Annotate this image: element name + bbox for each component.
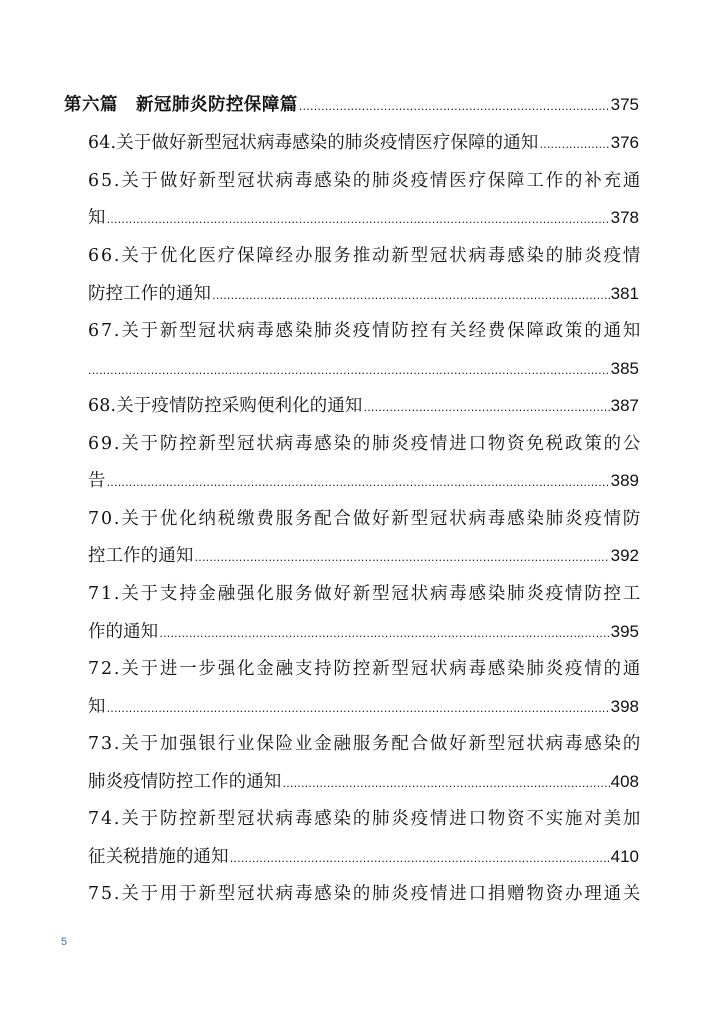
page-number: 375: [610, 95, 639, 114]
entry-title: 64.关于做好新型冠状病毒感染的肺炎疫情医疗保障的通知: [88, 133, 539, 153]
toc-entry-67[interactable]: [88, 314, 643, 348]
entry-title-continued: 作的通知: [88, 622, 159, 642]
footer-page-number: 5: [61, 936, 68, 948]
dot-leader: [364, 391, 610, 425]
page-number: 376: [610, 133, 639, 152]
dot-leader: [195, 541, 610, 575]
entry-title: 65.关于做好新型冠状病毒感染的肺炎疫情医疗保障工作的补充通: [88, 171, 643, 191]
dot-leader: [88, 354, 610, 388]
dot-leader: [107, 692, 610, 726]
page-number: 381: [610, 284, 639, 303]
page-number: 378: [610, 208, 639, 227]
section-title: 新冠肺炎防控保障篇: [135, 95, 298, 115]
toc-entry-68[interactable]: [88, 389, 639, 423]
toc-entry-74[interactable]: [88, 802, 643, 836]
dot-leader: [212, 279, 609, 313]
toc-entry-64[interactable]: [88, 126, 639, 160]
entry-title-continued: 防控工作的通知: [88, 284, 212, 304]
toc-entry-73[interactable]: [88, 727, 643, 761]
toc-entry-75[interactable]: [88, 877, 643, 911]
toc-entry-66-continued[interactable]: [88, 277, 639, 311]
toc-entry-66[interactable]: [88, 239, 643, 273]
page-number: 410: [610, 847, 639, 866]
toc-entry-69-continued[interactable]: [88, 464, 639, 498]
toc-entry-71-continued[interactable]: [88, 615, 639, 649]
entry-title-continued: 肺炎疫情防控工作的通知: [88, 772, 282, 792]
dot-leader: [159, 617, 609, 651]
entry-title: 67.关于新型冠状病毒感染肺炎疫情防控有关经费保障政策的通知: [88, 321, 643, 341]
dot-leader: [107, 466, 610, 500]
toc-entry-67-continued[interactable]: [88, 352, 639, 386]
dot-leader: [230, 842, 610, 876]
toc-entry-72[interactable]: [88, 652, 643, 686]
entry-title-continued: 告: [88, 471, 106, 491]
entry-title: 72.关于进一步强化金融支持防控新型冠状病毒感染肺炎疫情的通: [88, 659, 643, 679]
entry-title: 73.关于加强银行业保险业金融服务配合做好新型冠状病毒感染的: [88, 734, 643, 754]
section-label: 第六篇: [64, 95, 118, 115]
toc-entry-72-continued[interactable]: [88, 690, 639, 724]
entry-title: 70.关于优化纳税缴费服务配合做好新型冠状病毒感染肺炎疫情防: [88, 509, 643, 529]
page-number: 408: [610, 772, 639, 791]
toc-entry-74-continued[interactable]: [88, 840, 639, 874]
toc-entry-69[interactable]: [88, 427, 643, 461]
page-number: 387: [610, 396, 639, 415]
toc-section-heading[interactable]: [64, 88, 639, 122]
page-number: 389: [610, 471, 639, 490]
toc-entry-71[interactable]: [88, 577, 643, 611]
entry-title-continued: 知: [88, 208, 106, 228]
entry-title-continued: 征关税措施的通知: [88, 847, 229, 867]
dot-leader: [283, 767, 610, 801]
entry-title: 71.关于支持金融强化服务做好新型冠状病毒感染肺炎疫情防控工: [88, 584, 643, 604]
entry-title-continued: 知: [88, 697, 106, 717]
toc-entry-70[interactable]: [88, 502, 643, 536]
page-number: 398: [610, 697, 639, 716]
toc-entry-73-continued[interactable]: [88, 765, 639, 799]
page-number: 392: [610, 546, 639, 565]
entry-title-continued: 控工作的通知: [88, 546, 194, 566]
toc-entry-65[interactable]: [88, 164, 643, 198]
dot-leader: [107, 203, 610, 237]
entry-title: 66.关于优化医疗保障经办服务推动新型冠状病毒感染的肺炎疫情: [88, 246, 643, 266]
entry-title: 69.关于防控新型冠状病毒感染的肺炎疫情进口物资免税政策的公: [88, 434, 643, 454]
toc-entry-65-continued[interactable]: [88, 201, 639, 235]
entry-title: 68.关于疫情防控采购便利化的通知: [88, 396, 363, 416]
entry-title: 74.关于防控新型冠状病毒感染的肺炎疫情进口物资不实施对美加: [88, 809, 643, 829]
toc-entry-70-continued[interactable]: [88, 539, 639, 573]
page-number: 385: [610, 359, 639, 378]
page-number: 395: [610, 622, 639, 641]
dot-leader: [299, 90, 610, 124]
dot-leader: [539, 128, 609, 162]
entry-title: 75.关于用于新型冠状病毒感染的肺炎疫情进口捐赠物资办理通关: [88, 884, 643, 904]
